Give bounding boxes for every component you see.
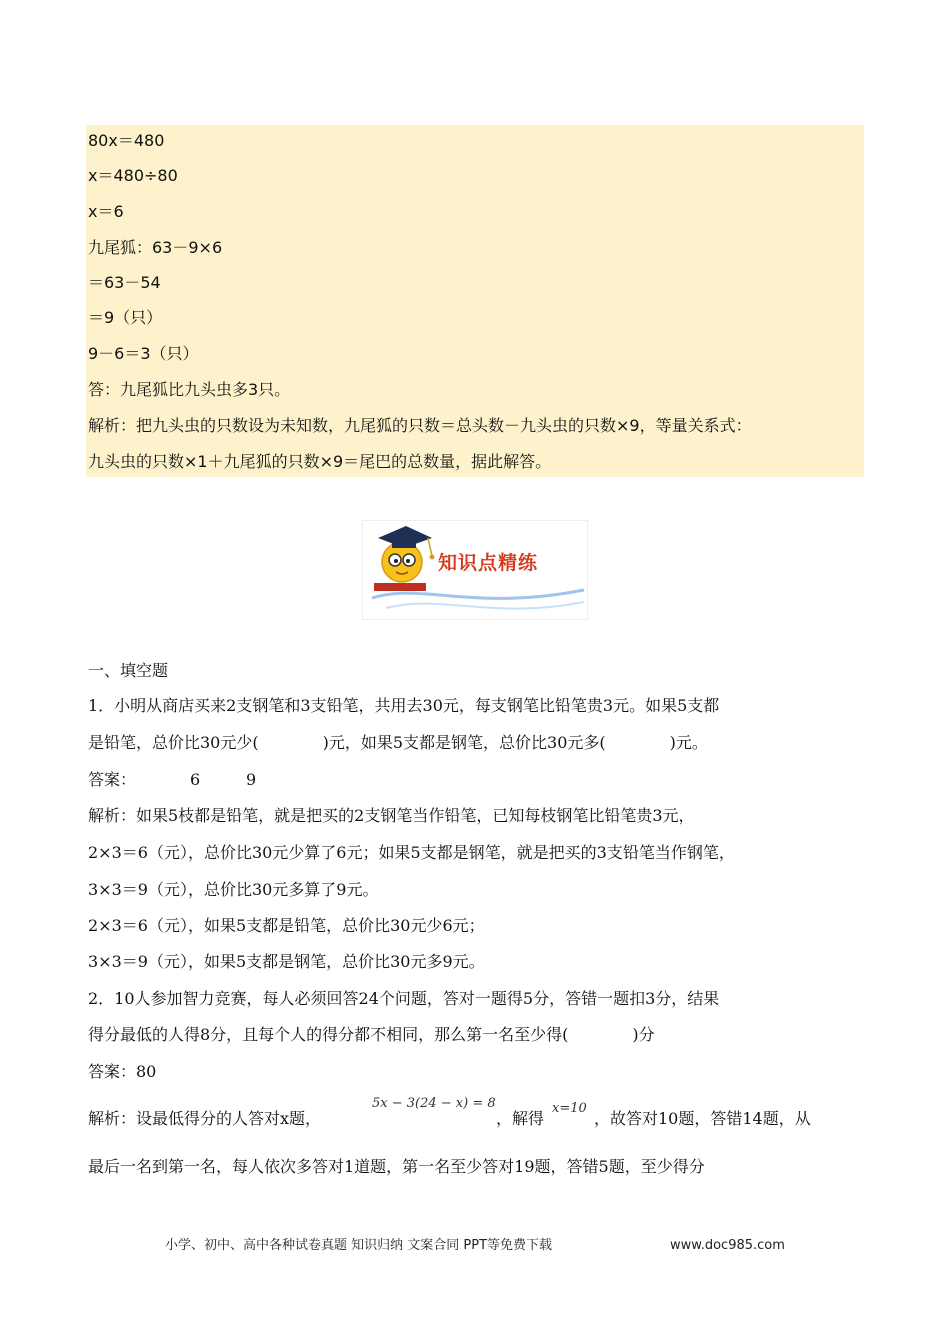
solution-line: ＝9（只） <box>88 308 163 327</box>
solution-formula: x=10 <box>552 1101 587 1116</box>
knowledge-practice-logo <box>362 520 588 620</box>
solution-line: 80x＝480 <box>88 131 165 150</box>
solution-line: 九尾狐：63－9×6 <box>88 238 223 257</box>
question-2-answer: 答案：80 <box>88 1062 157 1081</box>
solution-analysis: 九头虫的只数×1＋九尾狐的只数×9＝尾巴的总数量，据此解答。 <box>88 452 552 471</box>
question-2-analysis: ，故答对10题，答错14题，从 <box>594 1109 811 1128</box>
question-1-analysis: 3×3＝9（元），如果5支都是钢笔，总价比30元多9元。 <box>88 952 485 971</box>
section-title: 一、填空题 <box>88 661 169 680</box>
solution-analysis: 解析：把九头虫的只数设为未知数，九尾狐的只数＝总头数－九头虫的只数×9，等量关系式： <box>88 416 752 435</box>
question-1-analysis: 2×3＝6（元），总价比30元少算了6元；如果5支都是钢笔，就是把买的3支铅笔当作钢笔， <box>88 843 735 862</box>
question-1-analysis: 3×3＝9（元），总价比30元多算了9元。 <box>88 880 379 899</box>
solution-line: x＝6 <box>88 202 124 221</box>
question-1-text: 是铅笔，总价比30元少( )元，如果5支都是钢笔，总价比30元多( )元。 <box>88 733 708 752</box>
solution-line: ＝63－54 <box>88 273 161 292</box>
question-1-text: 1．小明从商店买来2支钢笔和3支铅笔，共用去30元，每支钢笔比铅笔贵3元。如果5支都 <box>88 696 720 715</box>
question-1-analysis: 解析：如果5枝都是铅笔，就是把买的2支钢笔当作铅笔，已知每枝钢笔比铅笔贵3元， <box>88 806 695 825</box>
logo-text: 知识点精练 <box>438 552 539 574</box>
question-2-text: 得分最低的人得8分，且每个人的得分都不相同，那么第一名至少得( )分 <box>88 1025 655 1044</box>
question-1-answer-label: 答案： <box>88 770 137 789</box>
equation-formula: 5x − 3(24 − x) = 8 <box>372 1096 496 1111</box>
question-2-analysis: 最后一名到第一名，每人依次多答对1道题，第一名至少答对19题，答错5题，至少得分 <box>88 1157 705 1176</box>
question-1-answer-value: 9 <box>246 770 257 789</box>
question-2-analysis: ，解得 <box>496 1109 545 1128</box>
solution-answer: 答：九尾狐比九头虫多3只。 <box>88 380 291 399</box>
solution-line: 9－6＝3（只） <box>88 344 199 363</box>
solution-line: x＝480÷80 <box>88 166 178 185</box>
footer-link[interactable]: www.doc985.com <box>670 1238 785 1253</box>
question-2-text: 2．10人参加智力竞赛，每人必须回答24个问题，答对一题得5分，答错一题扣3分，结果 <box>88 989 720 1008</box>
footer-text: 小学、初中、高中各种试卷真题 知识归纳 文案合同 PPT等免费下载 <box>165 1238 553 1253</box>
question-1-answer-value: 6 <box>190 770 201 789</box>
question-1-analysis: 2×3＝6（元），如果5支都是铅笔，总价比30元少6元； <box>88 916 485 935</box>
question-2-analysis: 解析：设最低得分的人答对x题， <box>88 1109 322 1128</box>
